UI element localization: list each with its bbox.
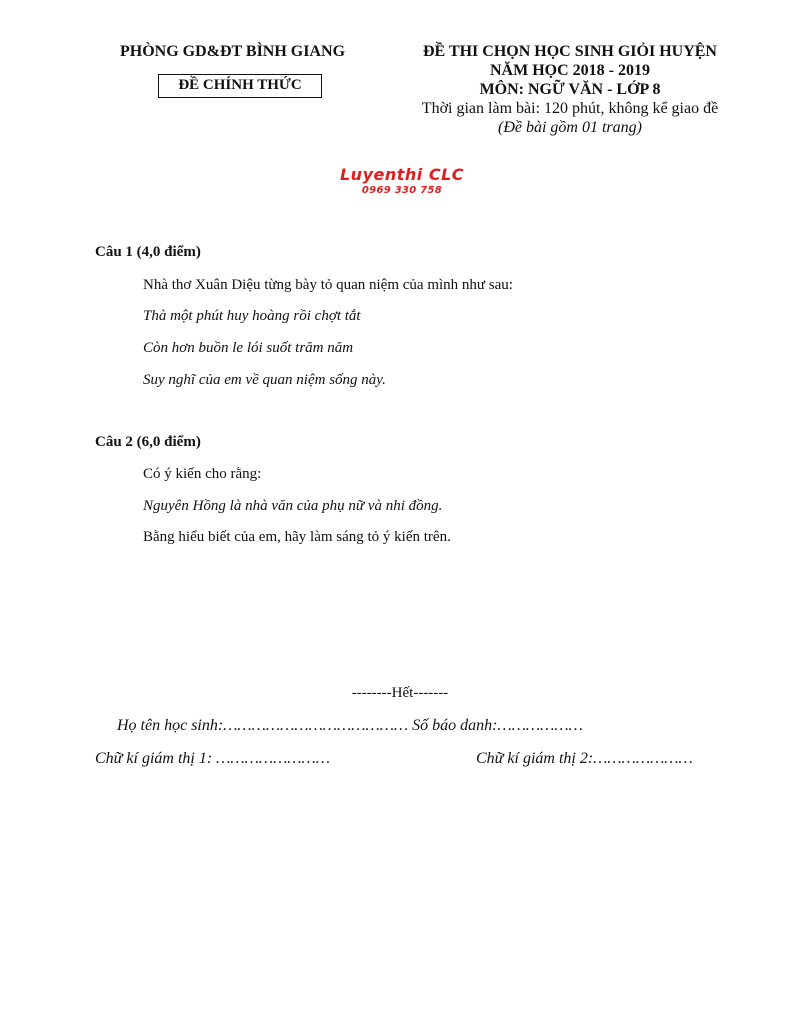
official-label-box: ĐỀ CHÍNH THỨC [158, 74, 322, 98]
exam-title-line-1: ĐỀ THI CHỌN HỌC SINH GIỎI HUYỆN [423, 43, 717, 60]
exam-title-block [400, 42, 740, 137]
question-2-heading: Câu 2 (6,0 điểm) [95, 434, 201, 450]
question-1-poem-line-1: Thà một phút huy hoàng rồi chợt tắt [143, 308, 361, 324]
watermark-name: Luyenthi CLC [339, 165, 465, 184]
question-2-line-1: Có ý kiến cho rằng: [143, 466, 262, 482]
question-1-line-1: Nhà thơ Xuân Diệu từng bày tỏ quan niệm của mình như sau: [143, 277, 513, 293]
question-2-prompt: Bằng hiểu biết của em, hãy làm sáng tỏ ý kiến trên. [143, 529, 451, 545]
watermark [322, 165, 482, 197]
exam-title-line-3: MÔN: NGỮ VĂN - LỚP 8 [479, 81, 661, 98]
question-1-heading: Câu 1 (4,0 điểm) [95, 244, 201, 260]
end-mark: --------Hết------- [351, 685, 449, 701]
exam-title-line-2: NĂM HỌC 2018 - 2019 [490, 62, 650, 79]
question-1-prompt: Suy nghĩ của em về quan niệm sống này. [143, 372, 386, 388]
invigilator-2-signature: Chữ kí giám thị 2:………………… [476, 750, 693, 767]
pages-info: (Đề bài gồm 01 trang) [498, 119, 642, 136]
student-info-line: Họ tên học sinh:………………………………… Số báo danh:……………… [117, 717, 583, 734]
question-1-poem-line-2: Còn hơn buồn le lói suốt trăm năm [143, 340, 354, 356]
department-name: PHÒNG GD&ĐT BÌNH GIANG [119, 43, 346, 60]
time-info: Thời gian làm bài: 120 phút, không kể giao đề [421, 100, 719, 117]
watermark-phone: 0969 330 758 [361, 185, 443, 196]
invigilator-1-signature: Chữ kí giám thị 1: …………………… [95, 750, 330, 767]
question-2-quote: Nguyên Hồng là nhà văn của phụ nữ và nhi đồng. [143, 498, 443, 514]
